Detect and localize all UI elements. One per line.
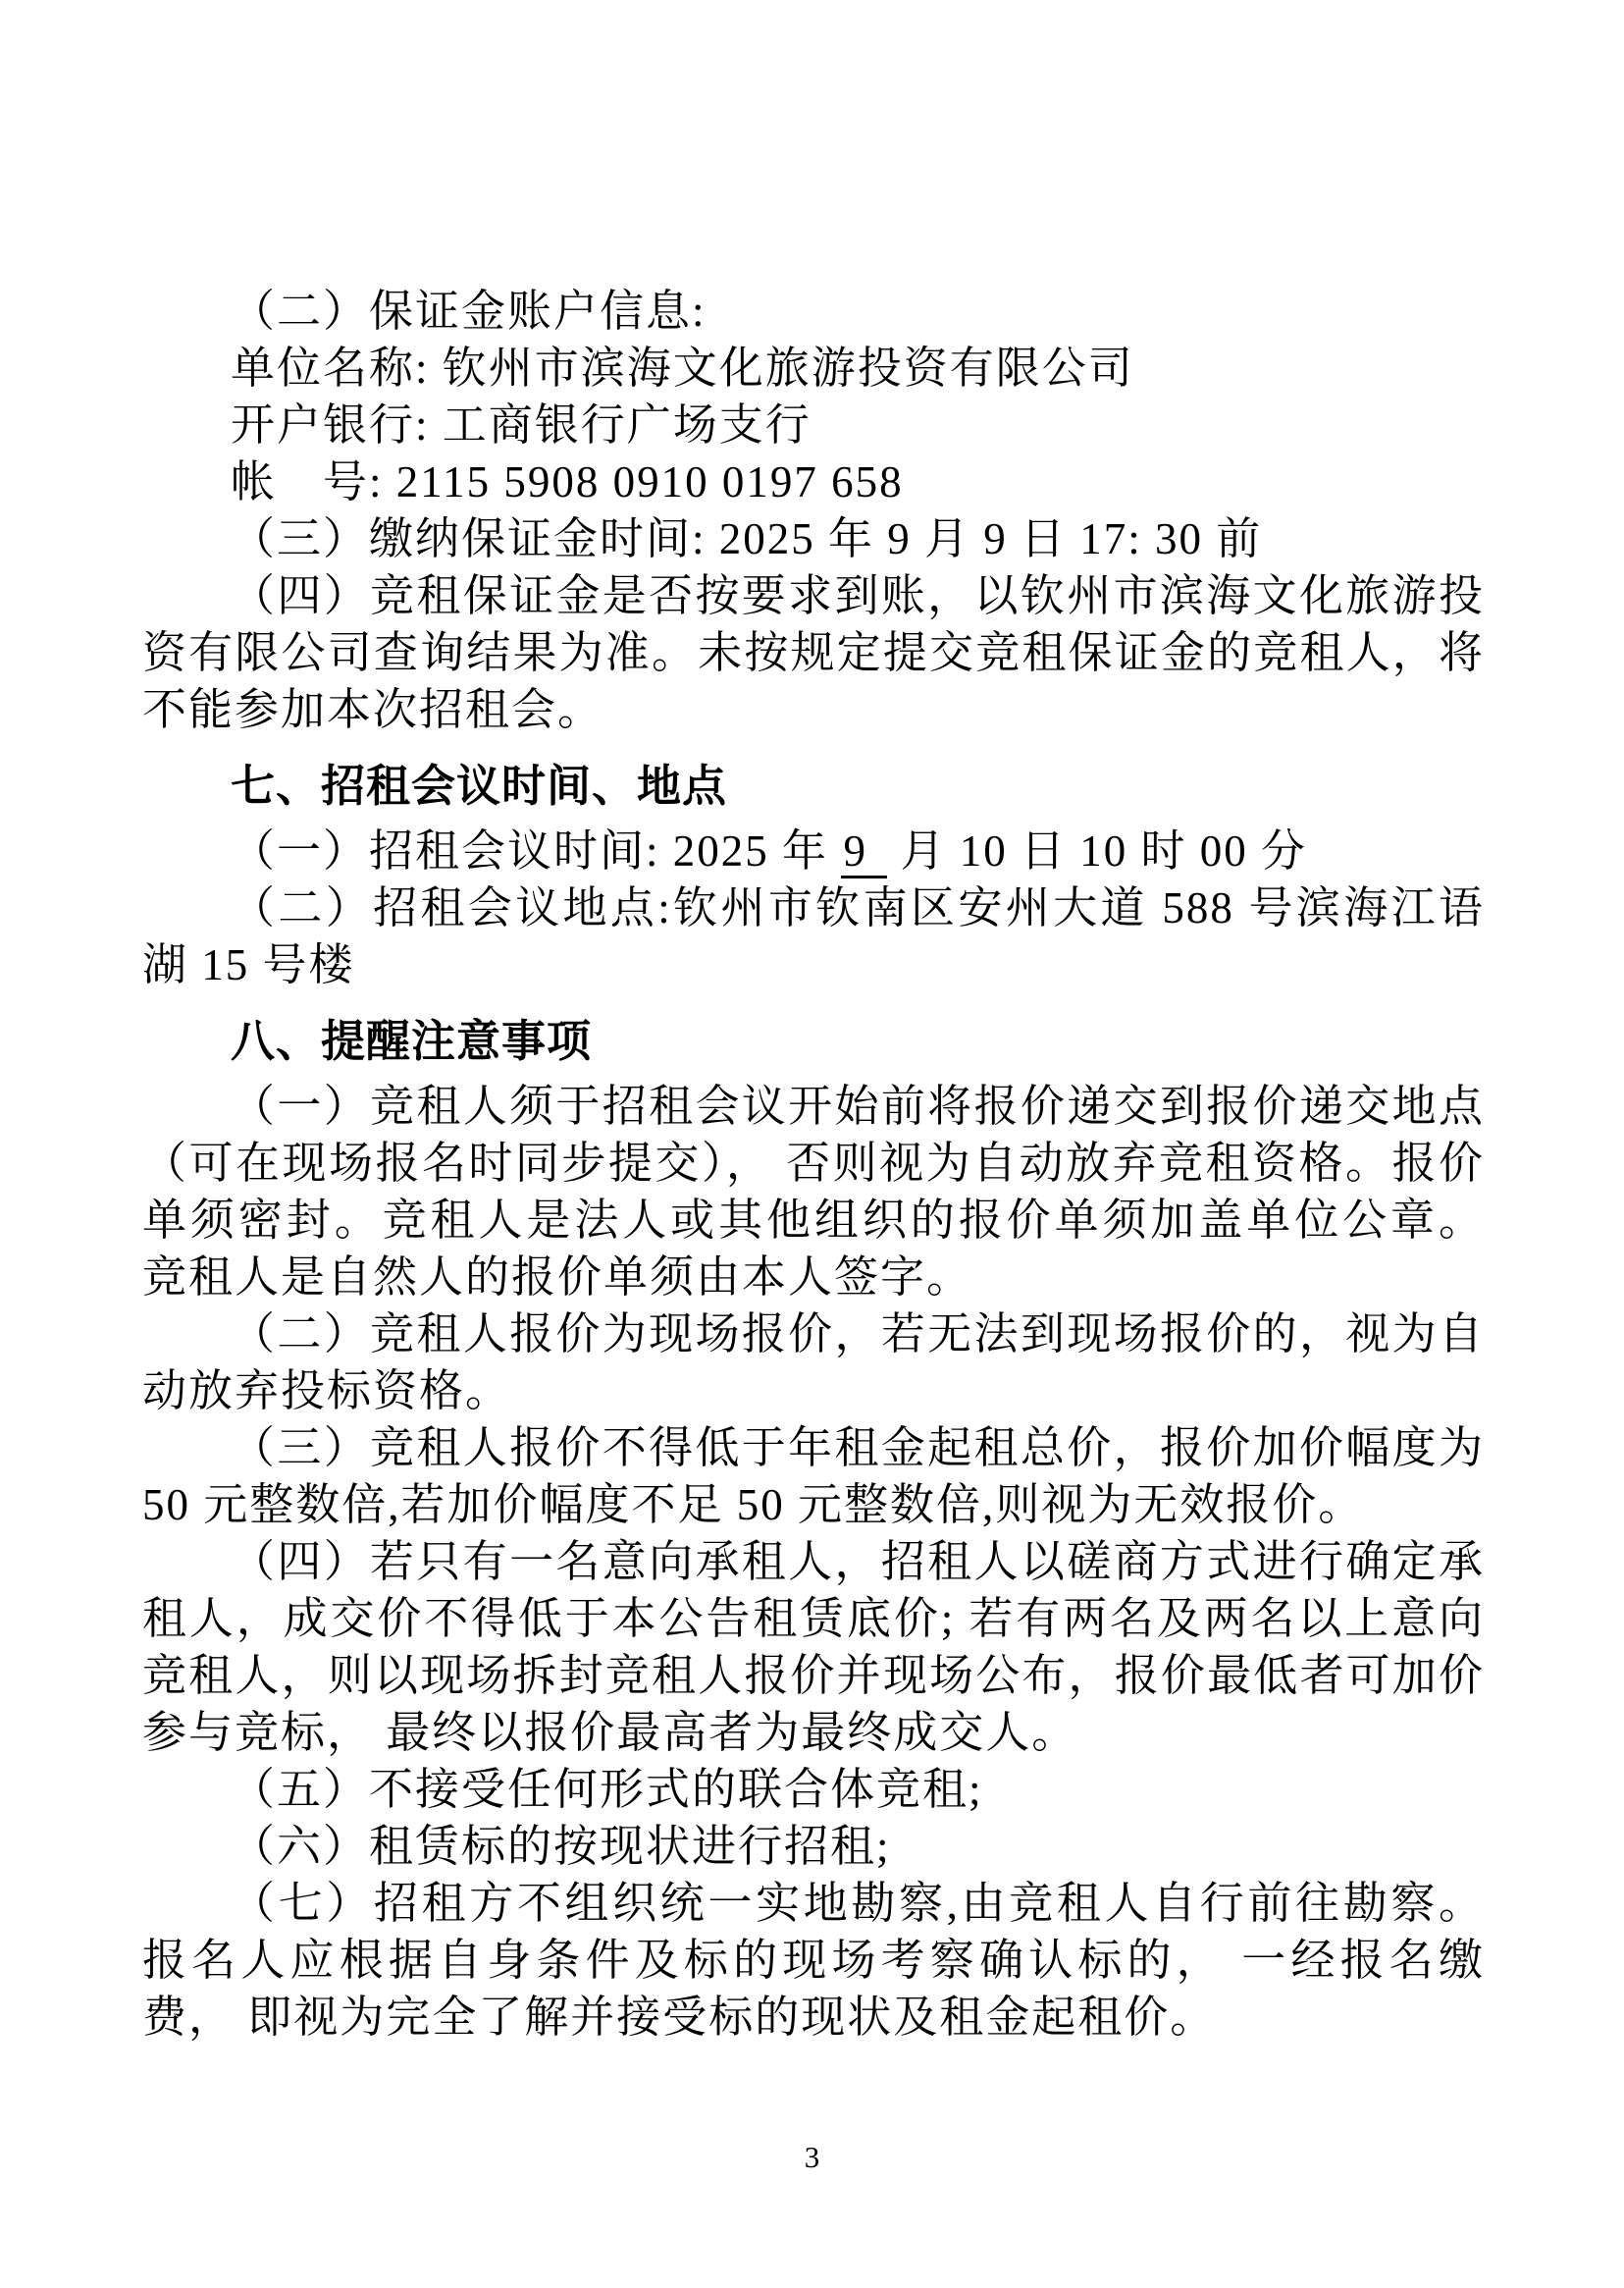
notice-paragraph-7: （七）招租方不组织统一实地勘察,由竞租人自行前往勘察。报名人应根据自身条件及标的现场考察确认标的， 一经报名缴费， 即视为完全了解并接受标的现状及租金起租价。 bbox=[142, 1879, 1485, 2042]
section-heading-8: 八、提醒注意事项 bbox=[231, 1015, 593, 1067]
section-heading-7: 七、招租会议时间、地点 bbox=[231, 760, 728, 812]
page-number: 3 bbox=[804, 2140, 820, 2174]
meeting-time-suffix: 月 10 日 10 时 00 分 bbox=[887, 826, 1308, 876]
notice-paragraph-5: （五）不接受任何形式的联合体竞租; bbox=[231, 1765, 983, 1814]
notice-paragraph-1: （一）竞租人须于招租会议开始前将报价递交到报价递交地点（可在现场报名时同步提交）， 否则视为自动放弃竞租资格。报价单须密封。竞租人是法人或其他组织的报价单须加盖单位公章。 竞租人是自然人的报价单须由本人签字。 bbox=[142, 1082, 1485, 1302]
bank-line: 开户银行: 工商银行广场支行 bbox=[231, 400, 812, 450]
meeting-place-paragraph: （二）招租会议地点:钦州市钦南区安州大道 588 号滨海江语湖 15 号楼 bbox=[142, 883, 1485, 989]
account-number-line: 帐 号: 2115 5908 0910 0197 658 bbox=[231, 457, 904, 506]
notice-paragraph-3: （三）竞租人报价不得低于年租金起租总价，报价加价幅度为 50 元整数倍,若加价幅度不足 50 元整数倍,则视为无效报价。 bbox=[142, 1423, 1485, 1529]
notice-paragraph-2: （二）竞租人报价为现场报价，若无法到现场报价的，视为自动放弃投标资格。 bbox=[142, 1309, 1485, 1415]
meeting-time-month-underlined: 9 bbox=[841, 826, 887, 878]
notice-paragraph-6: （六）租赁标的按现状进行招租; bbox=[231, 1822, 891, 1871]
document-body bbox=[142, 283, 1485, 2046]
deposit-account-info-line: （二）保证金账户信息: bbox=[231, 287, 707, 336]
deposit-deadline-line: （三）缴纳保证金时间: 2025 年 9 月 9 日 17: 30 前 bbox=[231, 514, 1263, 563]
meeting-time-prefix: （一）招租会议时间: 2025 年 bbox=[231, 826, 842, 876]
unit-name-line: 单位名称: 钦州市滨海文化旅游投资有限公司 bbox=[231, 344, 1134, 393]
deposit-arrival-paragraph: （四）竞租保证金是否按要求到账，以钦州市滨海文化旅游投资有限公司查询结果为准。未按规定提交竞租保证金的竞租人，将不能参加本次招租会。 bbox=[142, 571, 1485, 734]
notice-paragraph-4: （四）若只有一名意向承租人，招租人以磋商方式进行确定承租人，成交价不得低于本公告租赁底价; 若有两名及两名以上意向竞租人，则以现场拆封竞租人报价并现场公布，报价最低者可加价参与竞标， 最终以报价最高者为最终成交人。 bbox=[142, 1537, 1485, 1757]
meeting-time-paragraph bbox=[142, 823, 1485, 879]
